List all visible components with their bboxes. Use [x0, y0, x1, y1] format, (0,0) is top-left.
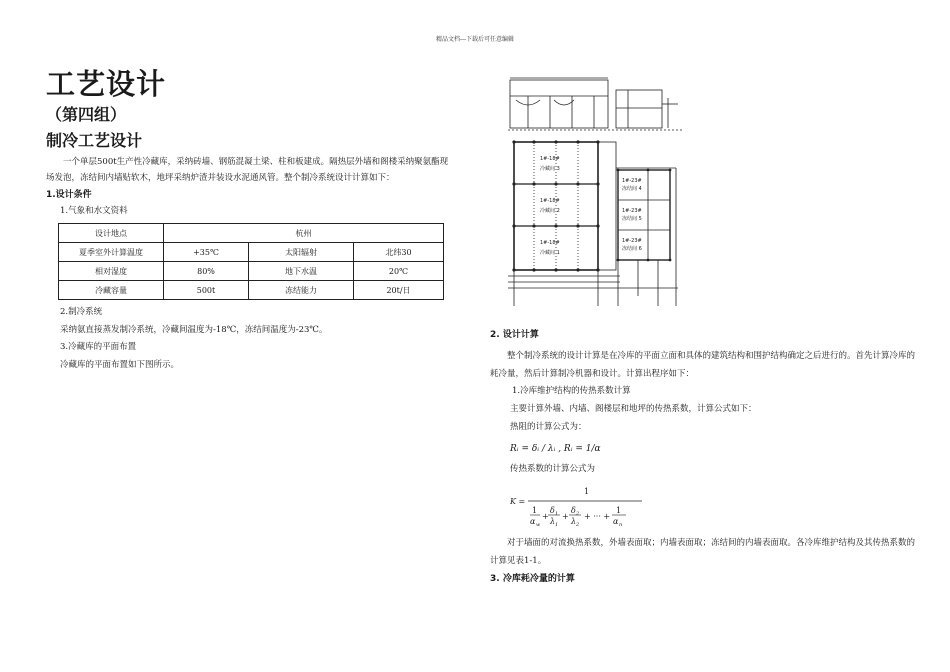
svg-text:1: 1: [555, 511, 559, 517]
heat-transfer-item: 1.冷库维护结构的传热系数计算: [512, 386, 631, 396]
cooling-load-heading: 3. 冷库耗冷量的计算: [490, 574, 575, 584]
svg-text:K =: K =: [510, 497, 526, 506]
room-label: 1#-23#: [622, 178, 642, 184]
design-conditions-heading: 1.设计条件: [46, 190, 92, 200]
table-row: [59, 224, 444, 243]
table-cell: 500t: [164, 281, 249, 300]
cold-storage-plan-drawing: [508, 70, 686, 316]
table-cell: 冷藏容量: [59, 281, 164, 300]
refrigeration-system-text: 采纳氨直接蒸发制冷系统，冷藏间温度为-18℃，冻结间温度为-23℃。: [60, 325, 328, 335]
design-calc-paragraph: 整个制冷系统的设计计算是在冷库的平面立面和具体的建筑结构和围护结构确定之后进行的。首先计算冷库的耗冷量，然后计算制冷机器和设计。计算出程序如下：: [490, 351, 916, 379]
right-column: [490, 326, 920, 587]
left-column: [46, 66, 456, 374]
room-label: 冻结间 5: [622, 216, 642, 222]
svg-text:2: 2: [576, 511, 580, 517]
design-calc-heading: 2. 设计计算: [490, 330, 539, 340]
k-formula-intro: 传热系数的计算公式为: [510, 464, 596, 474]
svg-text:1: 1: [555, 522, 559, 528]
table-row: [59, 262, 444, 281]
svg-text:1: 1: [584, 487, 590, 496]
svg-text:1: 1: [532, 506, 538, 515]
thermal-resistance-formula: Rᵢ = δᵢ / λᵢ , Rᵢ = 1/α: [510, 444, 601, 454]
table-cell: 地下水温: [249, 262, 354, 281]
svg-text:λ: λ: [550, 517, 556, 526]
svg-text:+ ··· +: + ··· +: [584, 512, 611, 521]
table-cell: 20t/日: [354, 281, 444, 300]
svg-text:w: w: [536, 522, 541, 528]
layout-item: 3.冷藏库的平面布置: [60, 342, 137, 352]
convection-paragraph: 对于墙面的对流换热系数，外墙表面取；内墙表面取；冻结间的内墙表面取。各冷库维护结构及其传热系数的计算见表1-1。: [490, 538, 916, 566]
svg-text:+: +: [562, 512, 569, 521]
room-label: 冻结间 4: [622, 186, 642, 192]
room-label: 1#-18#: [540, 240, 560, 246]
table-cell: 设计地点: [59, 224, 164, 243]
room-label: 1#-23#: [622, 208, 642, 214]
k-formula: [510, 484, 920, 530]
k-formula-text: [510, 284, 532, 285]
table-cell: 夏季室外计算温度: [59, 243, 164, 262]
table-cell: 相对湿度: [59, 262, 164, 281]
svg-text:δ: δ: [571, 506, 576, 515]
table-cell: 20℃: [354, 262, 444, 281]
intro-paragraph: 一个单层500t生产性冷藏库，采纳砖墙、钢筋混凝土梁、柱和板建成。隔热层外墙和阁楼采纳聚氨酯现场发泡，冻结间内墙贴软木，地坪采纳炉渣并装设水泥通风管。整个制冷系统设计计算如下：: [46, 157, 449, 183]
table-row: [59, 281, 444, 300]
room-label: 冷藏间 2: [540, 208, 560, 214]
room-label: 1#-18#: [540, 156, 560, 162]
table-cell: 北纬30: [354, 243, 444, 262]
heat-transfer-text: 主要计算外墙、内墙、阁楼层和地坪的传热系数，计算公式如下：: [510, 404, 757, 414]
svg-text:α: α: [613, 517, 619, 526]
room-label: 冷藏间 1: [540, 250, 560, 256]
svg-text:+: +: [542, 512, 549, 521]
table-cell: 80%: [164, 262, 249, 281]
document-subtitle: （第四组）: [46, 105, 127, 124]
layout-text: 冷藏库的平面布置如下图所示。: [60, 360, 180, 370]
header-note: 精品文档---下载后可任意编辑: [435, 36, 515, 43]
svg-text:1: 1: [616, 506, 622, 515]
climate-item: 1.气象和水文资料: [60, 206, 128, 216]
refrigeration-system-item: 2.制冷系统: [60, 307, 103, 317]
table-cell: 冻结能力: [249, 281, 354, 300]
k-formula-graphic: [510, 484, 650, 528]
conditions-table: [58, 223, 444, 300]
table-row: [59, 243, 444, 262]
section-title: 制冷工艺设计: [46, 131, 143, 150]
room-label: 1#-23#: [622, 238, 642, 244]
room-label: 冻结间 6: [622, 246, 642, 252]
svg-text:α: α: [530, 517, 536, 526]
svg-text:2: 2: [576, 522, 580, 528]
table-cell: 太阳辐射: [249, 243, 354, 262]
document-title: 工艺设计: [46, 67, 167, 101]
table-cell: 杭州: [164, 224, 444, 243]
room-label: 1#-18#: [540, 198, 560, 204]
room-label: 冷藏间 3: [540, 166, 560, 172]
svg-text:λ: λ: [571, 517, 577, 526]
svg-text:δ: δ: [550, 506, 555, 515]
table-cell: +35℃: [164, 243, 249, 262]
thermal-resistance-text: 热阻的计算公式为：: [510, 422, 587, 432]
svg-text:n: n: [619, 522, 623, 528]
